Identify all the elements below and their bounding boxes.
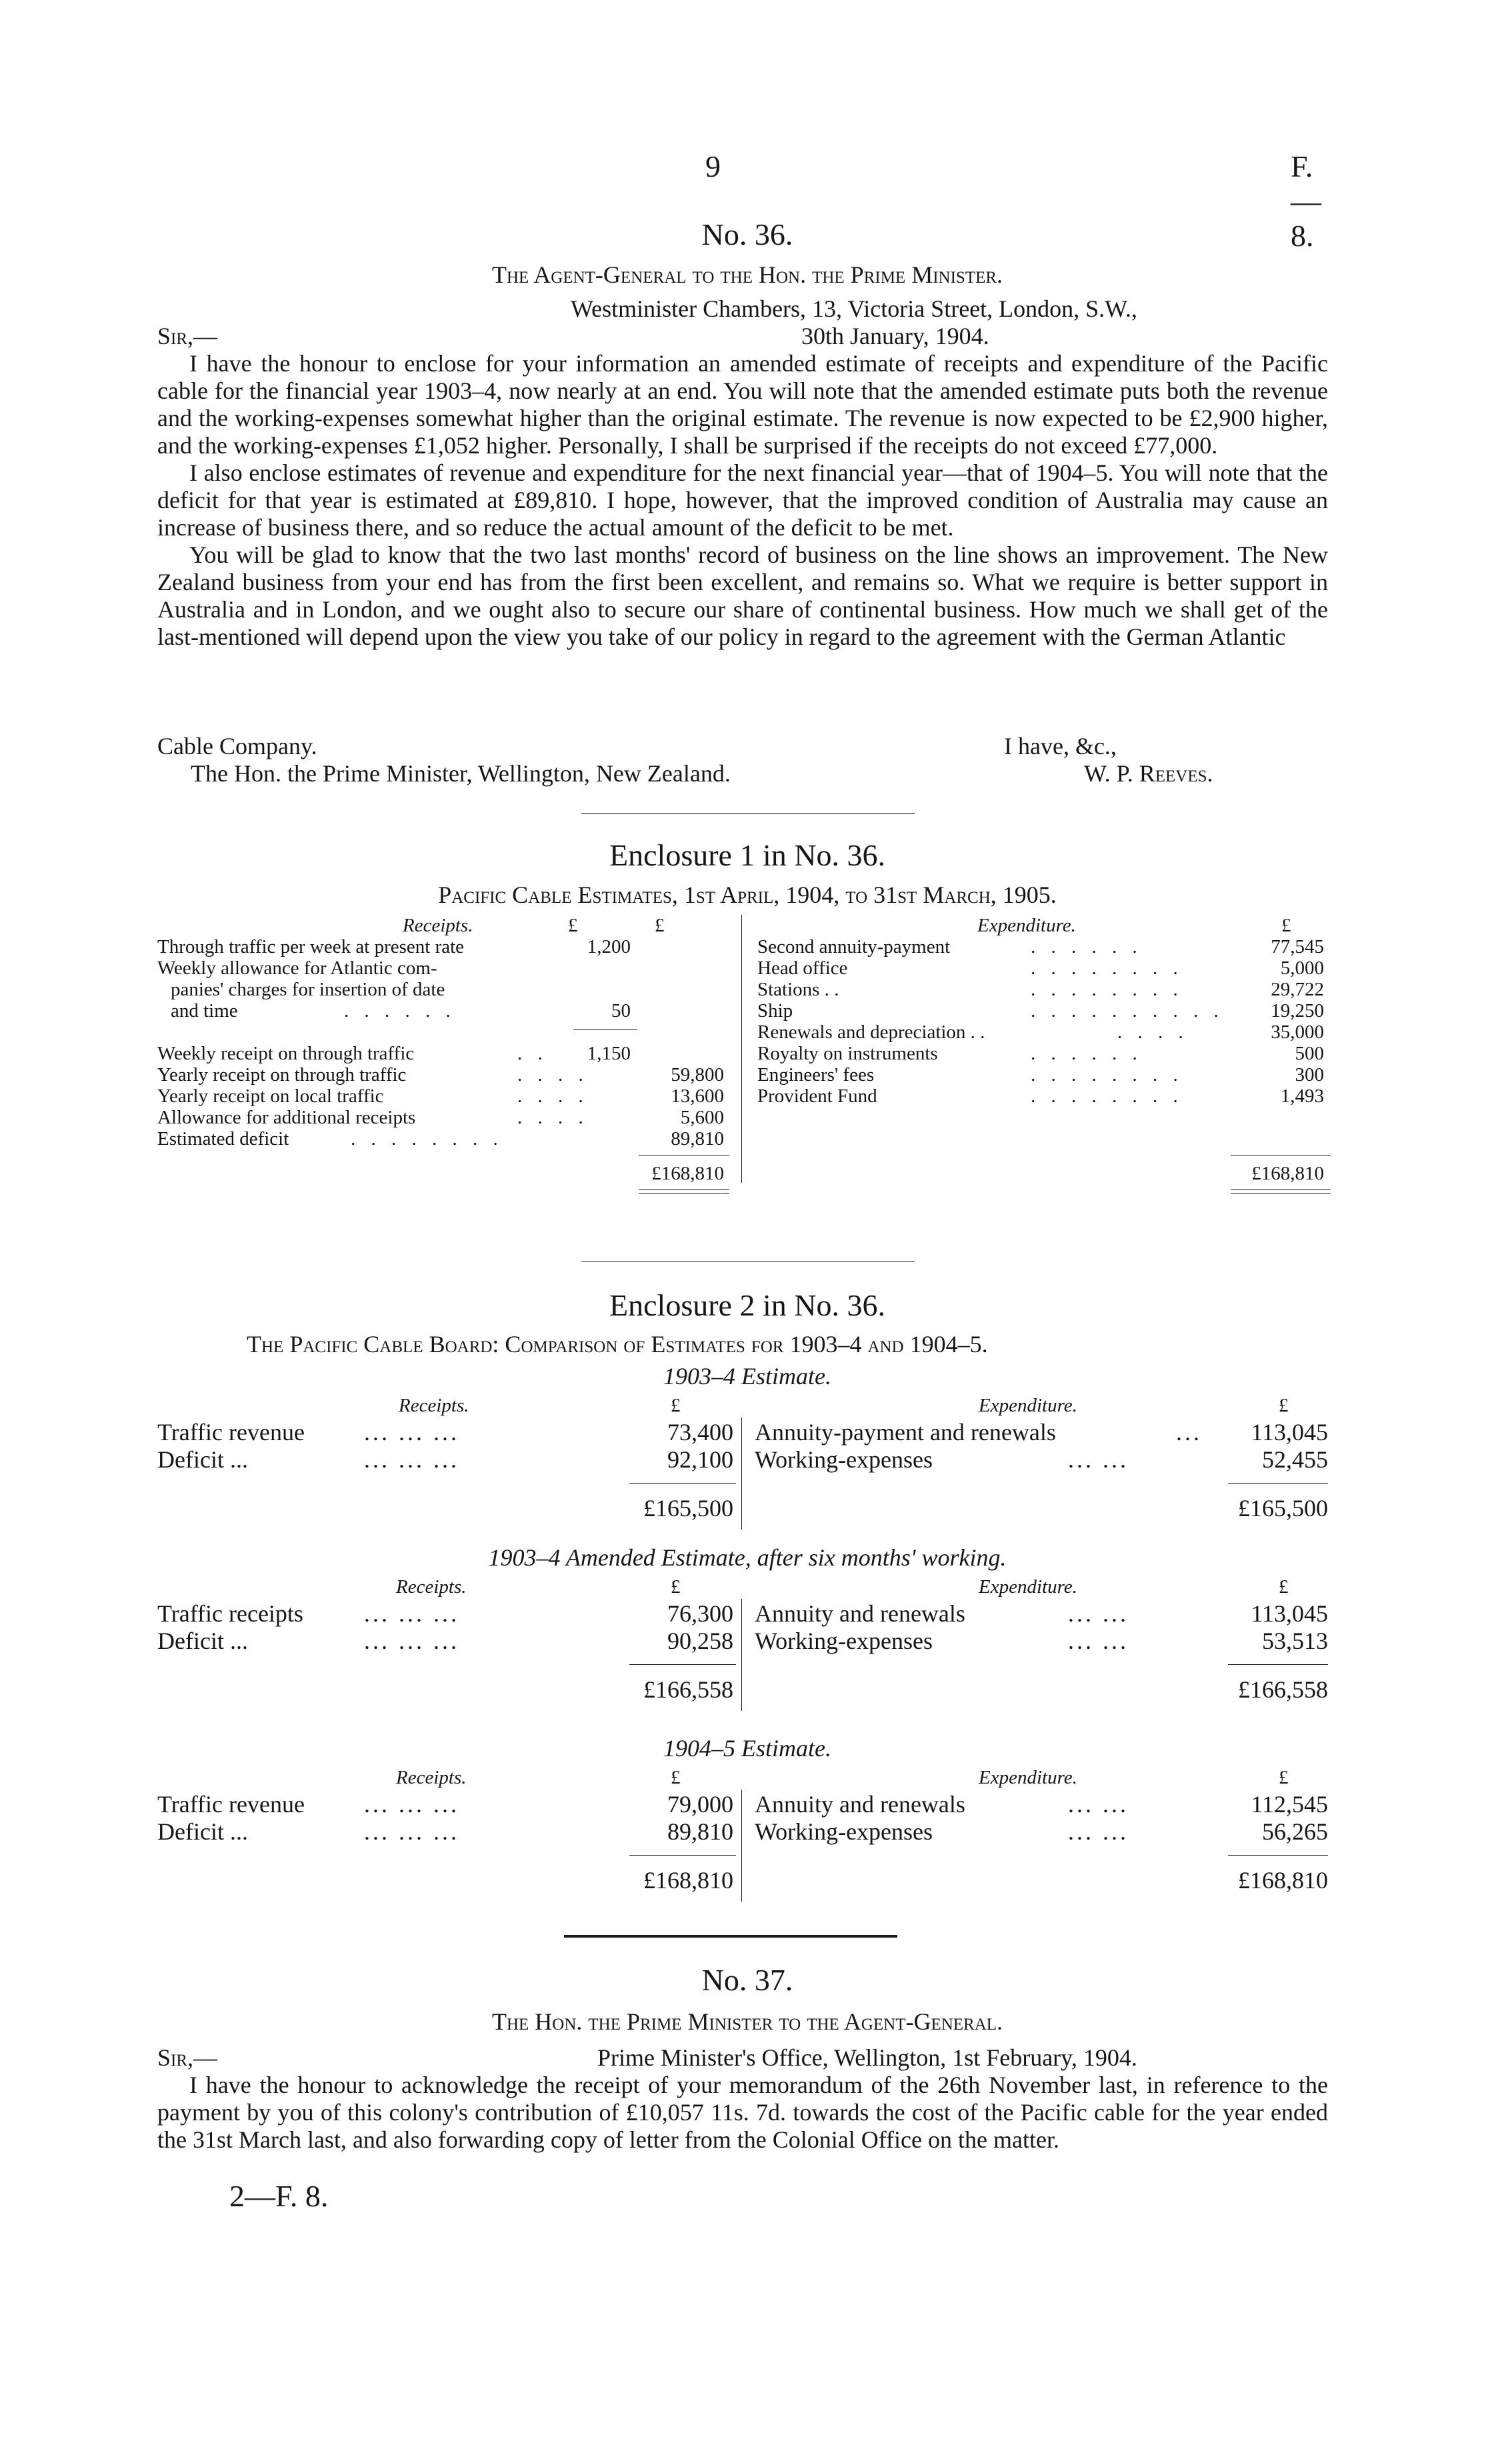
row-label: Allowance for additional receipts (157, 1107, 416, 1128)
table-row (157, 1064, 1337, 1086)
letter-36-from-to: The Agent-General to the Hon. the Prime Minister. (491, 261, 1003, 288)
leader-dots: ... ... (1068, 1818, 1129, 1845)
row-amount: 56,265 (1262, 1818, 1328, 1845)
table-row (157, 1085, 1337, 1107)
row-label: and time (171, 1000, 238, 1021)
letter-37-body (157, 2072, 1328, 2154)
leader-dots: . . . . . . (1031, 936, 1143, 957)
leader-dots: ... ... ... (364, 1818, 459, 1845)
document-reference: F.—8. (1291, 149, 1321, 253)
estimate-block (157, 1735, 1337, 1908)
row-amount: 1,200 (587, 936, 631, 957)
expenditure-heading: Expenditure. (979, 1395, 1077, 1416)
currency-symbol: £ (671, 1395, 681, 1416)
leader-dots: ... ... ... (364, 1600, 459, 1627)
row-amount: 113,045 (1251, 1419, 1328, 1446)
letter-37-salutation: Sir,— (157, 2044, 218, 2071)
expenditure-total: £166,558 (1238, 1676, 1328, 1703)
leader-dots: . . . . . . (1031, 1043, 1143, 1064)
row-label: Deficit ... (157, 1818, 248, 1845)
letter-37-paragraph: I have the honour to acknowledge the receipt of your memorandum of the 26th November last, in reference to the payment by you of this colony's contribution of £10,057 11s. 7d. towards the cost of the Pacific cable for the year ended the 31st March last, and also forwarding copy of letter from the Colonial Office on the matter. (157, 2072, 1328, 2153)
receipts-heading: Receipts. (396, 1767, 467, 1788)
leader-dots: ... ... (1068, 1628, 1129, 1654)
letter-36-signature: W. P. Reeves. (1084, 760, 1213, 787)
page-number: 9 (705, 149, 721, 183)
row-label: Engineers' fees (757, 1064, 875, 1085)
row-amount: 13,600 (671, 1085, 724, 1107)
row-label: Working-expenses (755, 1446, 933, 1473)
total-rule (629, 1855, 736, 1856)
currency-symbol: £ (671, 1576, 681, 1598)
estimate-block (157, 1363, 1337, 1536)
row-label: Deficit ... (157, 1628, 248, 1654)
enclosure-1-table (157, 915, 1337, 1195)
total-rule (1228, 1483, 1328, 1484)
letter-number-36: No. 36. (701, 217, 793, 251)
estimate-heading: 1904–5 Estimate. (663, 1735, 831, 1762)
table-row (157, 979, 1337, 1001)
leader-dots: . . . . . . . . (351, 1128, 503, 1149)
expenditure-heading: Expenditure. (979, 1576, 1077, 1598)
row-amount: 89,810 (671, 1128, 724, 1149)
row-amount: 500 (1295, 1043, 1324, 1064)
leader-dots: . . . . . . . . . . (1031, 1000, 1224, 1021)
row-amount: 113,045 (1251, 1600, 1328, 1627)
letter-number-37: No. 37. (701, 1963, 793, 1997)
leader-dots: . . . . (1117, 1021, 1189, 1043)
row-label: Traffic receipts (157, 1600, 303, 1627)
currency-symbol: £ (655, 915, 665, 936)
leader-dots: ... ... ... (364, 1446, 459, 1473)
row-amount: 29,722 (1271, 979, 1324, 1000)
table-row (157, 957, 1337, 979)
leader-dots: . . . . (517, 1064, 589, 1085)
currency-symbol: £ (1279, 1576, 1289, 1598)
receipts-total: £165,500 (643, 1495, 733, 1522)
row-amount: 92,100 (667, 1446, 733, 1473)
row-label: Head office (757, 957, 848, 979)
row-amount: 73,400 (667, 1419, 733, 1446)
section-divider (564, 1935, 897, 1938)
row-amount: 77,545 (1271, 936, 1324, 957)
row-label: Working-expenses (755, 1818, 933, 1845)
leader-dots: ... ... ... (364, 1419, 459, 1446)
row-amount: 79,000 (667, 1791, 733, 1818)
row-label: Working-expenses (755, 1628, 933, 1654)
row-label: Royalty on instruments (757, 1043, 938, 1064)
letter-36-paragraph: I also enclose estimates of revenue and expenditure for the next financial year—that of 1904–5. You will note that the deficit for that year is estimated at £89,810. I hope, however, that the improved condition of Australia may cause an increase of business there, and so reduce the actual amount of the deficit to be met. (157, 459, 1328, 541)
enclosure-1-expenditure-total: £168,810 (1251, 1163, 1324, 1184)
row-amount: 300 (1295, 1064, 1324, 1085)
leader-dots: ... (1176, 1419, 1202, 1446)
row-label: panies' charges for insertion of date (171, 979, 445, 1000)
row-label: Stations . . (757, 979, 839, 1000)
letter-36-last-line: Cable Company. (157, 733, 317, 759)
enclosure-2-title: Enclosure 2 in No. 36. (609, 1288, 885, 1322)
currency-symbol: £ (1281, 915, 1291, 936)
leader-dots: ... ... ... (364, 1628, 459, 1654)
enclosure-1-subtitle: Pacific Cable Estimates, 1st April, 1904, to 31st March, 1905. (438, 881, 1057, 908)
row-amount: 5,600 (680, 1107, 724, 1128)
letter-37-address-date: Prime Minister's Office, Wellington, 1st February, 1904. (597, 2044, 1137, 2071)
currency-symbol: £ (1279, 1395, 1289, 1416)
row-amount: 53,513 (1262, 1628, 1328, 1654)
estimate-heading: 1903–4 Estimate. (663, 1363, 831, 1390)
letter-36-addressee: The Hon. the Prime Minister, Wellington, New Zealand. (191, 760, 731, 787)
letter-37-from-to: The Hon. the Prime Minister to the Agent-General. (491, 2008, 1003, 2035)
row-label: Weekly allowance for Atlantic com- (157, 957, 437, 979)
expenditure-heading: Expenditure. (977, 915, 1076, 936)
receipts-heading: Receipts. (399, 1395, 469, 1416)
letter-36-paragraph: You will be glad to know that the two last months' record of business on the line shows an improvement. The New Zealand business from your end has from the first been excellent, and remains so. What we require is better support in Australia and in London, and we ought also to secure our share of continental business. How much we shall get of the last-mentioned will depend upon the view you take of our policy in regard to the agreement with the German Atlantic (157, 541, 1328, 650)
row-label: Yearly receipt on through traffic (157, 1064, 407, 1085)
letter-36-address: Westminister Chambers, 13, Victoria Street, London, S.W., (571, 295, 1137, 322)
row-amount: 50 (611, 1000, 631, 1021)
column-divider (741, 1599, 742, 1711)
column-divider (741, 1790, 742, 1902)
row-amount: 89,810 (667, 1818, 733, 1845)
row-label: Through traffic per week at present rate (157, 936, 465, 957)
row-label: Traffic revenue (157, 1791, 305, 1818)
row-amount: 35,000 (1271, 1021, 1324, 1043)
leader-dots: . . . . . . . . (1031, 1064, 1183, 1085)
row-amount: 5,000 (1280, 957, 1324, 979)
signature-mark: 2—F. 8. (229, 2179, 329, 2213)
row-amount: 90,258 (667, 1628, 733, 1654)
enclosure-1-receipts-total: £168,810 (651, 1163, 724, 1184)
currency-symbol: £ (568, 915, 578, 936)
row-label: Deficit ... (157, 1446, 248, 1473)
leader-dots: ... ... ... (364, 1791, 459, 1818)
row-label: Renewals and depreciation . . (757, 1021, 985, 1043)
enclosure-2-subtitle: The Pacific Cable Board: Comparison of Estimates for 1903–4 and 1904–5. (247, 1331, 988, 1358)
row-amount: 19,250 (1271, 1000, 1324, 1021)
row-amount: 59,800 (671, 1064, 724, 1085)
estimate-block (157, 1544, 1337, 1718)
leader-dots: ... ... (1068, 1600, 1129, 1627)
leader-dots: . . . . (517, 1085, 589, 1107)
total-rule (1228, 1664, 1328, 1665)
letter-36-body (157, 350, 1328, 651)
table-row (157, 1000, 1337, 1022)
table-row (157, 936, 1337, 958)
receipts-heading: Receipts. (396, 1576, 467, 1598)
leader-dots: . . (517, 1043, 548, 1064)
row-label: Annuity and renewals (755, 1600, 965, 1627)
document-page (157, 0, 1337, 2449)
leader-dots: ... ... (1068, 1791, 1129, 1818)
leader-dots: . . . . (517, 1107, 589, 1128)
section-divider (581, 813, 915, 814)
receipts-total: £168,810 (643, 1867, 733, 1894)
total-rule (629, 1483, 736, 1484)
currency-symbol: £ (1279, 1767, 1289, 1788)
column-divider (741, 1418, 742, 1530)
leader-dots: . . . . . . . . (1031, 957, 1183, 979)
row-label: Ship (757, 1000, 793, 1021)
total-rule (629, 1664, 736, 1665)
letter-36-date: 30th January, 1904. (801, 323, 989, 349)
letter-36-salutation: Sir,— (157, 323, 218, 349)
leader-dots: ... ... (1068, 1446, 1129, 1473)
table-row (157, 1043, 1337, 1065)
row-amount: 1,150 (587, 1043, 631, 1064)
expenditure-total: £165,500 (1238, 1495, 1328, 1522)
leader-dots: . . . . . . . . (1031, 979, 1183, 1000)
row-label: Annuity and renewals (755, 1791, 965, 1818)
row-amount: 1,493 (1280, 1085, 1324, 1107)
letter-36-closing: I have, &c., (1004, 733, 1117, 759)
row-label: Yearly receipt on local traffic (157, 1085, 384, 1107)
row-label: Traffic revenue (157, 1419, 305, 1446)
enclosure-1-title: Enclosure 1 in No. 36. (609, 838, 885, 872)
estimate-heading: 1903–4 Amended Estimate, after six months' working. (488, 1544, 1007, 1571)
leader-dots: . . . . . . . . (1031, 1085, 1183, 1107)
row-label: Second annuity-payment (757, 936, 951, 957)
expenditure-total: £168,810 (1238, 1867, 1328, 1894)
row-label: Annuity-payment and renewals (755, 1419, 1056, 1446)
table-row (157, 1021, 1337, 1043)
row-label: Provident Fund (757, 1085, 877, 1107)
total-rule (1228, 1855, 1328, 1856)
table-row (157, 1128, 1337, 1150)
row-amount: 52,455 (1262, 1446, 1328, 1473)
row-amount: 112,545 (1251, 1791, 1328, 1818)
receipts-total: £166,558 (643, 1676, 733, 1703)
row-label: Weekly receipt on through traffic (157, 1043, 415, 1064)
currency-symbol: £ (671, 1767, 681, 1788)
total-rule (1231, 1189, 1331, 1190)
total-rule (639, 1189, 729, 1190)
row-label: Estimated deficit (157, 1128, 289, 1149)
leader-dots: . . . . . . (344, 1000, 456, 1021)
row-amount: 76,300 (667, 1600, 733, 1627)
expenditure-heading: Expenditure. (979, 1767, 1077, 1788)
receipts-heading: Receipts. (403, 915, 473, 936)
table-row (157, 1107, 1337, 1129)
letter-36-paragraph: I have the honour to enclose for your information an amended estimate of receipts and expenditure of the Pacific cable for the financial year 1903–4, now nearly at an end. You will note that the amended estimate puts both the revenue and the working-expenses somewhat higher than the original estimate. The revenue is now expected to be £2,900 higher, and the working-expenses £1,052 higher. Personally, I shall be surprised if the receipts do not exceed £77,000. (157, 350, 1328, 459)
